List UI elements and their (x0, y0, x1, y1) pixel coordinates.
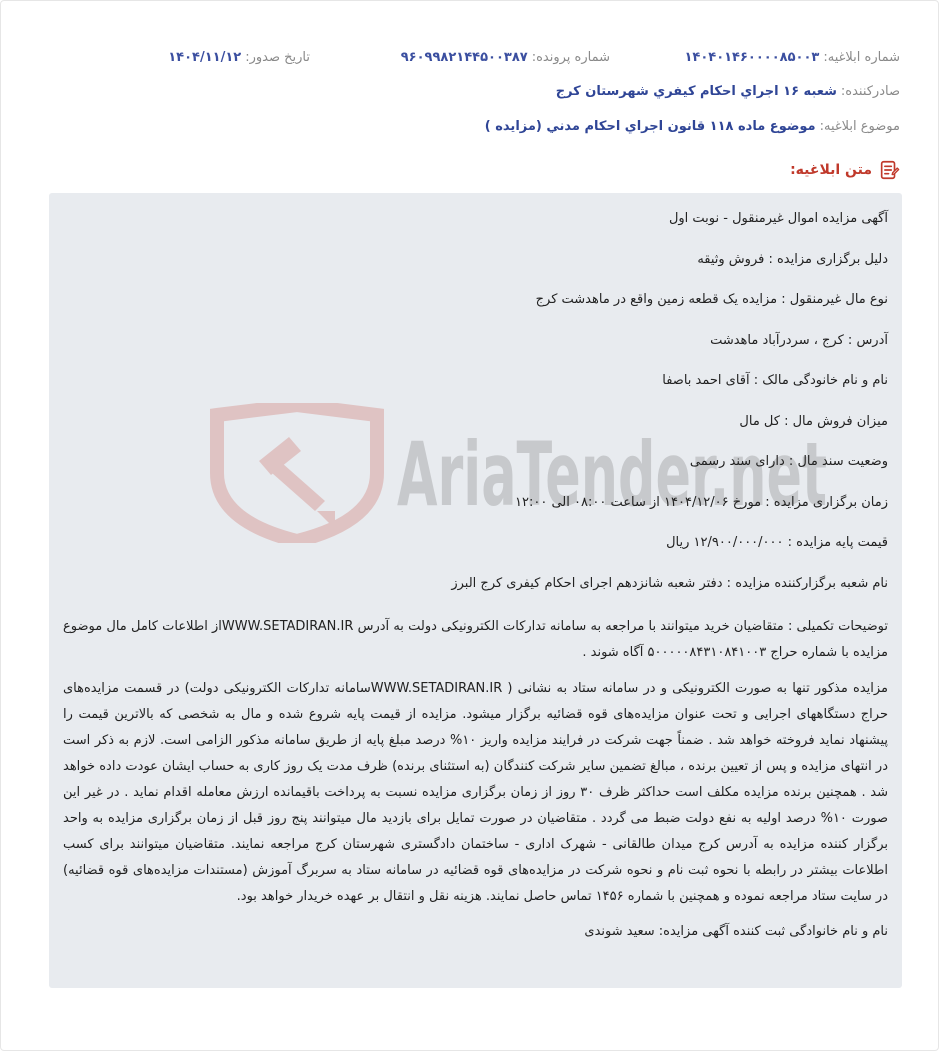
notice-description: توضیحات تکمیلی : متقاضیان خرید میتوانند با مراجعه به سامانه تدارکات الکترونیکی دولت به آدرس WWW.SETADIRAN.IRاز اطلاعات کامل مال موضوع مزایده با شماره حراج ۵۰۰۰۰۰۸۴۳۱۰۸۴۱۰۰۳ آگاه شوند . (63, 619, 889, 660)
notice-line-address: آدرس : کرج ، سردرآباد ماهدشت (710, 332, 888, 348)
issue-date-label: تاریخ صدور: (245, 49, 310, 65)
issue-date-value: ۱۴۰۴/۱۱/۱۲ (168, 49, 242, 65)
case-number-label: شماره پرونده: (531, 49, 610, 65)
watermark-text: AriaTender.net (397, 423, 827, 526)
issuer (556, 84, 900, 99)
meta-row-subject (39, 116, 900, 136)
notice-line-base-price: قیمت پایه مزایده : ۱۲/۹۰۰/۰۰۰/۰۰۰ ریال (666, 535, 888, 550)
notice-body (49, 193, 902, 988)
meta-row-issuer (39, 81, 900, 101)
issuer-label: صادرکننده: (840, 83, 900, 99)
notice-registrar: نام و نام خانوادگی ثبت کننده آگهی مزایده: سعید شوندی (584, 924, 888, 939)
subject-label: موضوع ابلاغیه: (819, 118, 900, 134)
issuer-value: شعبه ۱۶ اجراي احكام كيفري شهرستان كرج (555, 83, 837, 99)
notice-line-deed-status: وضعیت سند مال : دارای سند رسمی (689, 454, 888, 469)
case-number (310, 50, 610, 65)
notice-lines (63, 209, 888, 942)
notice-line-sale-amount: میزان فروش مال : کل مال (739, 413, 888, 429)
document-text-icon (878, 159, 900, 181)
notice-text-heading (790, 159, 900, 181)
notice-line-property-type: نوع مال غیرمنقول : مزایده یک قطعه زمین واقع در ماهدشت کرج (535, 292, 888, 307)
notice-line-title: آگهی مزایده اموال غیرمنقول - نوبت اول (668, 211, 888, 226)
notice-body-paragraph: مزایده مذکور تنها به صورت الکترونیکی و در سامانه ستاد به نشانی ( WWW.SETADIRAN.IRسامانه تدارکات الکترونیکی دولت) در قسمت مزایده‌های حراج دستگاههای اجرایی و تحت عنوان مزایده‌های قوه قضائیه برگزار میشود. مزایده از قیمت پایه شروع شده و مال به شخصی که بالاترین قیمت را پیشنهاد نماید فروخته خواهد شد . ضمناً جهت شرکت در فرایند مزایده واریز ۱۰% درصد مبلغ پایه از طریق سامانه مذکور الزامی است. لازم به ذکر است در انتهای مزایده و پس از تعیین برنده ، مبالغ تضمین سایر شرکت کنندگان (به استثنای برنده) ظرف مدت یک روز کاری به حساب ایشان عودت داده خواهد شد . همچنین برنده مزایده مکلف است حداکثر ظرف ۳۰ روز از زمان برگزاری مزایده نسبت به پرداخت باقیمانده ارزش معامله اقدام نماید . در غیر این صورت ۱۰% درصد اولیه به نفع دولت ضبط می گردد . متقاضیان در صورت تمایل برای بازدید مال میتوانند پنج روز قبل از زمان برگزاری مزایده به واحد برگزار کننده مزایده به آدرس کرج میدان طالقانی - شهرک اداری - ساختمان دادگستری شهرستان کرج مراجعه نمایند. متقاضیان میتوانند برای کسب اطلاعات بیشتر در رابطه با نحوه ثبت نام و نحوه شرکت در مزایده‌های قوه قضائیه در سامانه ستاد به سربرگ آموزش (مستندات مزایده‌های قوه قضائیه) در سایت ستاد مراجعه نموده و همچنین با شماره ۱۴۵۶ تماس حاصل نمایند. هزینه نقل و انتقال بر عهده خریدار خواهد بود. (63, 681, 889, 904)
subject-value: موضوع ماده ۱۱۸ قانون اجراي احكام مدني (مزايده ) (484, 118, 816, 134)
notice-number-value: ۱۴۰۴۰۱۴۶۰۰۰۰۸۵۰۰۳ (684, 49, 820, 65)
notice-line-owner: نام و نام خانودگی مالک : آقای احمد باصفا (662, 373, 888, 388)
issue-date (168, 50, 310, 65)
notice-number (610, 50, 900, 65)
notice-number-label: شماره ابلاغیه: (823, 49, 900, 65)
subject (485, 119, 900, 134)
case-number-value: ۹۶۰۹۹۸۲۱۴۴۵۰۰۳۸۷ (400, 49, 528, 65)
notice-text-heading-label: متن ابلاغیه: (790, 162, 872, 178)
notice-line-reason: دلیل برگزاری مزایده : فروش وثیقه (697, 251, 888, 267)
notice-line-auction-time: زمان برگزاری مزایده : مورخ ۱۴۰۴/۱۲/۰۶ از ساعت ۰۸:۰۰ الی ۱۲:۰۰ (515, 494, 888, 510)
notice-line-branch: نام شعبه برگزارکننده مزایده : دفتر شعبه شانزدهم اجرای احکام کیفری کرج البرز (451, 575, 888, 591)
meta-row-numbers (39, 47, 900, 67)
